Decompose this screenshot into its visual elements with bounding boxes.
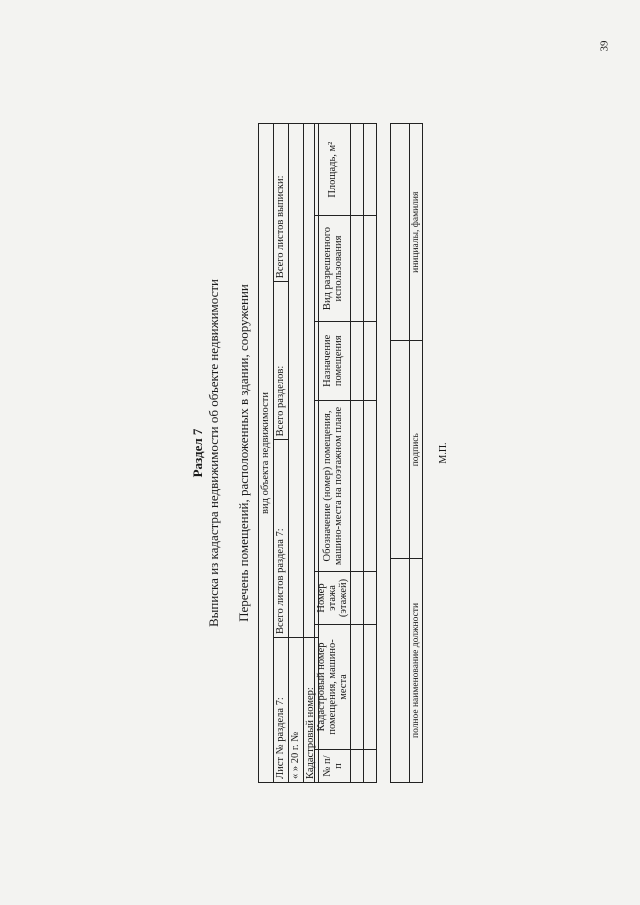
position-caption: полное наименование должности [410, 558, 423, 782]
stamp-label: М.П. [438, 441, 449, 464]
section-heading [190, 123, 252, 783]
signature-caption: подпись [410, 340, 423, 557]
page-number: 39 [598, 40, 611, 52]
premises-table [314, 123, 377, 783]
premises-header-row [315, 123, 351, 782]
col-number: № п/п [315, 749, 351, 782]
col-designation: Обозначение (номер) помещения, машино-места на поэтажном плане [315, 400, 351, 571]
total-sheets-section-label: Всего листов раздела 7: [274, 439, 289, 637]
section-subtitle: Выписка из кадастра недвижимости об объекте недвижимости [206, 278, 221, 627]
object-type-label: вид объекта недвижимости [259, 123, 274, 782]
document-body [190, 123, 450, 783]
total-sheets-extract-label: Всего листов выписки: [274, 123, 289, 281]
sheet-number-label: Лист № раздела 7: [274, 637, 289, 782]
table-row [364, 123, 377, 782]
col-permitted-use: Вид разрешенного использования [315, 215, 351, 320]
section-title: Раздел 7 [190, 428, 205, 477]
list-heading: Перечень помещений, расположенных в здании, сооружении [236, 283, 251, 622]
table-row [351, 123, 364, 782]
date-number-value [289, 123, 304, 637]
signature-table [390, 123, 423, 783]
name-caption: инициалы, фамилия [410, 123, 423, 340]
header-table [258, 123, 319, 783]
col-cadastral: Кадастровый номер помещения, машино-места [315, 624, 351, 749]
col-purpose: Назначение помещения [315, 321, 351, 400]
col-area: Площадь, м² [315, 123, 351, 215]
cadastral-number-label: Кадастровый номер: [304, 637, 319, 782]
col-floor: Номер этажа (этажей) [315, 571, 351, 624]
date-number-label: « » 20 г. № [289, 637, 304, 782]
total-sections-label: Всего разделов: [274, 281, 289, 439]
